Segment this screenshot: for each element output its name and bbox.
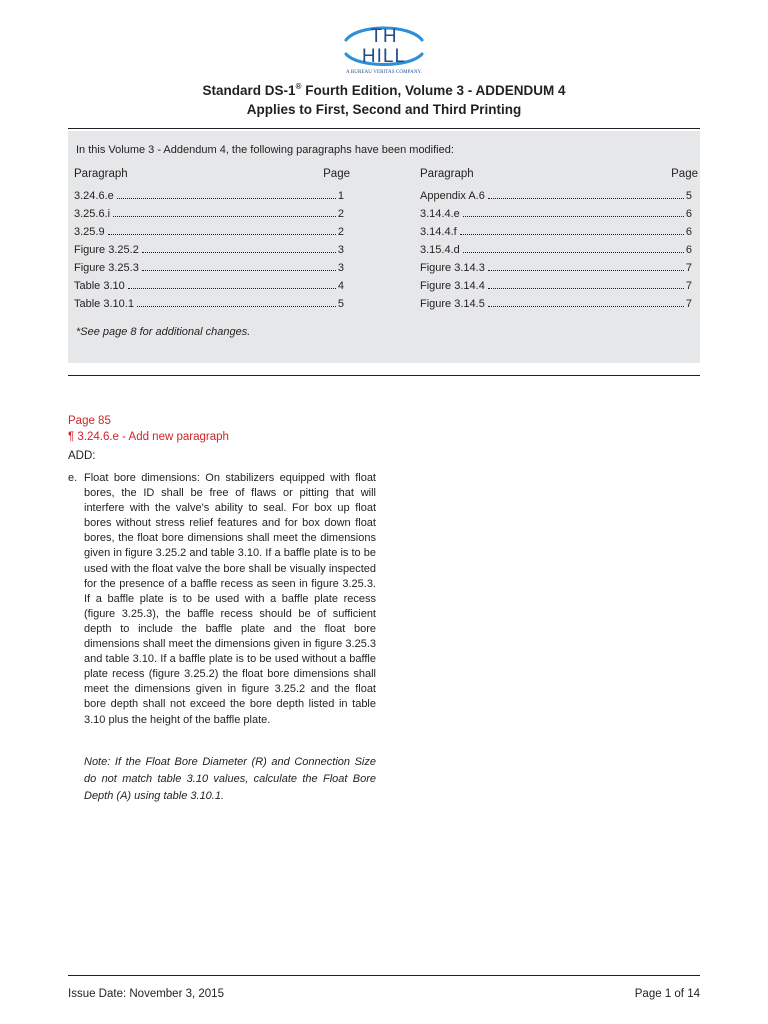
document-subtitle: Applies to First, Second and Third Printing bbox=[246, 102, 522, 117]
item-letter: e. bbox=[68, 472, 78, 484]
add-label: ADD: bbox=[68, 450, 96, 462]
toc-row: Figure 3.14.3 7 bbox=[420, 258, 692, 276]
toc-row: Figure 3.14.4 7 bbox=[420, 276, 692, 294]
logo-text-top: TH bbox=[370, 26, 398, 47]
logo-tagline: A BUREAU VERITAS COMPANY. bbox=[346, 70, 422, 75]
column-header bbox=[74, 168, 350, 186]
issue-date: Issue Date: November 3, 2015 bbox=[68, 988, 224, 1000]
summary-box bbox=[68, 131, 700, 363]
summary-right-column bbox=[420, 168, 698, 312]
toc-row: 3.25.9 2 bbox=[74, 222, 344, 240]
item-text: Float bore dimensions: On stabilizers equipped with float bores, the ID shall be free of flaws or pitting that will interfere with the valve's ability to seal. For box up float bores without stress relief features and for box down float bores, the float bore dimensions shall meet the dimensions given in figure 3.25.2 and table 3.10. If a baffle plate is to be used with the float valve the bore shall be visually inspected for the presence of a baffle recess as seen in figure 3.25.3. If a baffle plate is to be used with a baffle plate recess (figure 3.25.3), the baffle recess should be of sufficient depth to include the baffle plate and the float bore dimensions shall meet the dimensions given in figure 3.25.3 and table 3.10. If a baffle plate is to be used without a baffle plate recess (figure 3.25.2) the float bore dimensions shall meet the dimensions given in figure 3.25.2 and the float bore depth shall not exceed the bore depth listed in table 3.10 plus the height of the baffle plate. bbox=[84, 472, 376, 726]
toc-row: Table 3.10.1 5 bbox=[74, 294, 344, 312]
page-reference: Page 85 bbox=[68, 415, 111, 427]
column-header-page: Page bbox=[323, 168, 350, 180]
bottom-divider bbox=[68, 375, 700, 376]
footer-divider bbox=[68, 975, 700, 976]
toc-row: 3.24.6.e 1 bbox=[74, 186, 344, 204]
column-header-paragraph: Paragraph bbox=[74, 168, 128, 180]
toc-row: Figure 3.14.5 7 bbox=[420, 294, 692, 312]
registered-mark: ® bbox=[295, 82, 302, 91]
toc-row: 3.25.6.i 2 bbox=[74, 204, 344, 222]
column-header-paragraph: Paragraph bbox=[420, 168, 474, 180]
summary-intro: In this Volume 3 - Addendum 4, the following paragraphs have been modified: bbox=[76, 144, 454, 156]
logo-text-bottom: HILL bbox=[361, 46, 407, 67]
th-hill-logo-icon bbox=[336, 18, 432, 70]
item-note: Note: If the Float Bore Diameter (R) and Connection Size do not match table 3.10 values, calculate the Float Bore Depth (A) using table 3.10.1. bbox=[84, 756, 376, 802]
toc-row: Appendix A.6 5 bbox=[420, 186, 692, 204]
toc-row: 3.14.4.f 6 bbox=[420, 222, 692, 240]
toc-row: Table 3.10 4 bbox=[74, 276, 344, 294]
toc-row: 3.14.4.e 6 bbox=[420, 204, 692, 222]
document-title: Standard DS-1® Fourth Edition, Volume 3 - ADDENDUM 4 bbox=[202, 82, 566, 98]
column-header-page: Page bbox=[671, 168, 698, 180]
summary-left-column bbox=[74, 168, 350, 312]
paragraph-reference: ¶ 3.24.6.e - Add new paragraph bbox=[68, 431, 229, 443]
toc-row: 3.15.4.d 6 bbox=[420, 240, 692, 258]
toc-row: Figure 3.25.2 3 bbox=[74, 240, 344, 258]
top-divider bbox=[68, 128, 700, 129]
summary-note: *See page 8 for additional changes. bbox=[76, 326, 251, 338]
toc-row: Figure 3.25.3 3 bbox=[74, 258, 344, 276]
page-number: Page 1 of 14 bbox=[634, 988, 700, 1000]
column-header bbox=[420, 168, 698, 186]
company-logo bbox=[336, 18, 432, 82]
